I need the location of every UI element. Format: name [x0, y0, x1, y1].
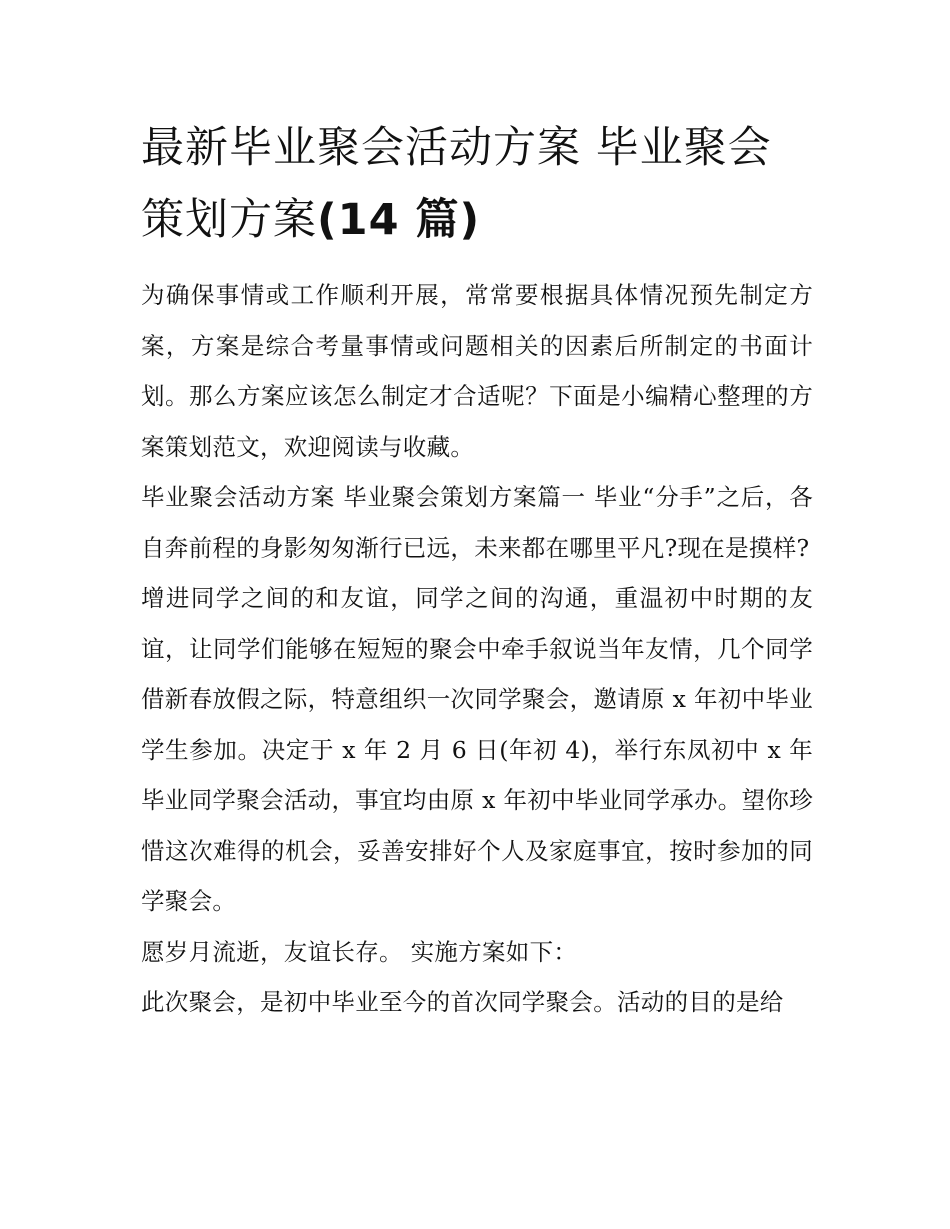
paragraph-intro: 为确保事情或工作顺利开展，常常要根据具体情况预先制定方案，方案是综合考量事情或问题相关的因素后所制定的书面计划。那么方案应该怎么制定才合适呢？下面是小编精心整理的方案策划范文，欢迎阅读与收藏。 — [141, 281, 813, 461]
paragraph-purpose: 增进同学之间的和友谊，同学之间的沟通，重温初中时期的友谊，让同学们能够在短短的聚会中牵手叙说当年友情，几个同学借新春放假之际，特意组织一次同学聚会，邀请原 x 年初中毕业学生参加。决定于 x 年 2 月 6 日(年初 4)，举行东凤初中 x 年毕业同学聚会活动，事宜均由原 x 年初中毕业同学承办。望你珍惜这次难得的机会，妥善安排好个人及家庭事宜，按时参加的同学聚会。 — [141, 584, 813, 915]
document-title-suffix: (14 篇) — [317, 195, 481, 245]
paragraph-section-one: 毕业聚会活动方案 毕业聚会策划方案篇一 毕业“分手”之后，各自奔前程的身影匆匆渐行已远，未来都在哪里平凡?现在是摸样? — [141, 483, 813, 562]
document-title — [141, 112, 813, 256]
document-title-main: 最新毕业聚会活动方案 毕业聚会策划方案 — [141, 123, 772, 245]
document-body — [141, 112, 813, 1028]
paragraph-motto: 愿岁月流逝，友谊长存。 实施方案如下： — [141, 937, 578, 966]
paragraph-first-reunion: 此次聚会，是初中毕业至今的首次同学聚会。活动的目的是给 — [141, 988, 784, 1016]
